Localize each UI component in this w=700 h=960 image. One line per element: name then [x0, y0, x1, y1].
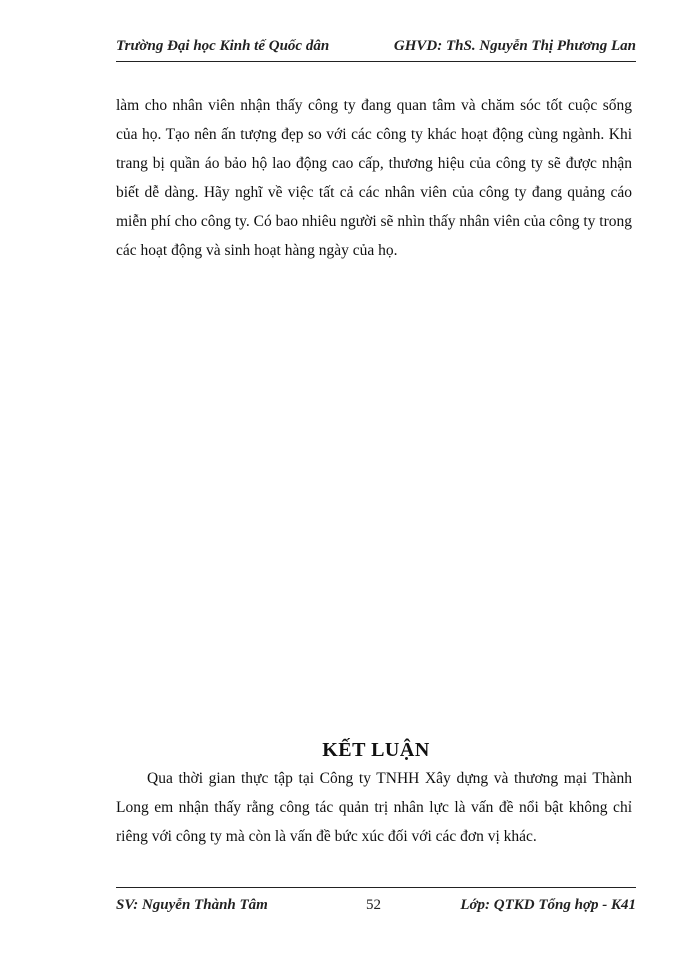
- header-rule: [116, 61, 636, 62]
- header-school: Trường Đại học Kinh tế Quốc dân: [116, 38, 330, 54]
- body-paragraph-2: Qua thời gian thực tập tại Công ty TNHH Xây dựng và thương mại Thành Long em nhận thấy rằng công tác quản trị nhân lực là vấn đề nổi bật không chỉ riêng với công ty mà còn là vấn đề bức xúc đối với các đơn vị khác.: [116, 770, 632, 845]
- footer-class: Lớp: QTKD Tổng hợp - K41: [460, 897, 636, 913]
- page-header: [116, 38, 636, 60]
- header-supervisor: GHVD: ThS. Nguyễn Thị Phương Lan: [393, 38, 636, 54]
- footer-student: SV: Nguyễn Thành Tâm: [116, 897, 268, 913]
- page-number: 52: [366, 897, 381, 913]
- section-title: KẾT LUẬN: [322, 739, 430, 761]
- body-paragraph-1: làm cho nhân viên nhận thấy công ty đang quan tâm và chăm sóc tốt cuộc sống của họ. Tạo nên ấn tượng đẹp so với các công ty khác hoạt động cùng ngành. Khi trang bị quần áo bảo hộ lao động cao cấp, thương hiệu của công ty sẽ được nhận biết dễ dàng. Hãy nghĩ về việc tất cả các nhân viên của công ty đang quảng cáo miễn phí cho công ty. Có bao nhiêu người sẽ nhìn thấy nhân viên của công ty trong các hoạt động và sinh hoạt hàng ngày của họ.: [116, 97, 632, 259]
- page-footer: [116, 897, 636, 919]
- footer-rule: [116, 887, 636, 888]
